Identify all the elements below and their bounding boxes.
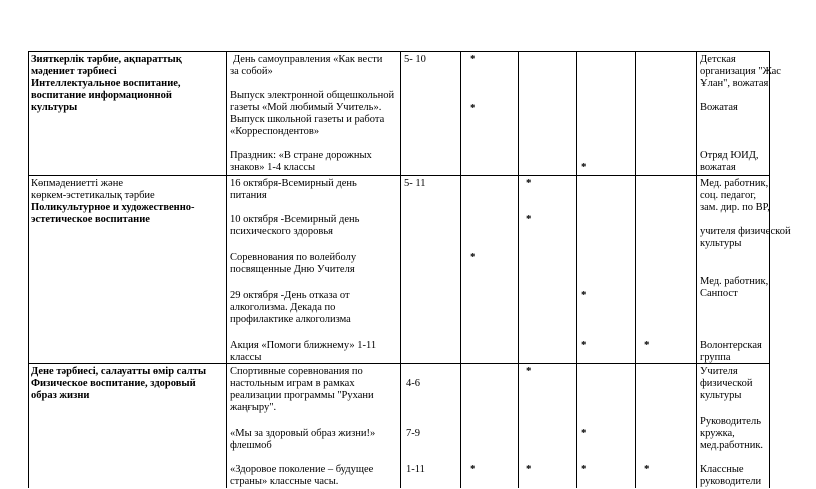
row1-direction-line4: воспитание информационной bbox=[31, 90, 172, 101]
row1-resp2: Вожатая bbox=[700, 102, 738, 113]
row1-event2-line3: Выпуск школьной газеты и работа bbox=[230, 114, 385, 125]
col-border-3 bbox=[460, 51, 461, 488]
row1-resp1-line3: Ұлан", вожатая bbox=[700, 78, 769, 89]
row2-event1-line2: питания bbox=[230, 190, 267, 201]
row3-direction-line1: Дене тәрбиесі, салауатты өмір салты bbox=[31, 366, 207, 377]
row2-mark-b: * bbox=[526, 213, 532, 225]
row3-mark-d: * bbox=[526, 463, 532, 475]
row3-direction-line3: образ жизни bbox=[31, 390, 90, 401]
row2-resp1-line1: Мед. работник, bbox=[700, 178, 769, 189]
row1-event3-line2: знаков» 1-4 классы bbox=[230, 162, 316, 173]
row1-event3-line1: Праздник: «В стране дорожных bbox=[230, 150, 372, 161]
row3-resp2-line3: мед.работник. bbox=[700, 440, 764, 451]
row2-event3-line1: Соревнования по волейболу bbox=[230, 252, 357, 263]
row3-event2-line1: «Мы за здоровый образ жизни!» bbox=[230, 428, 376, 439]
row3-event2-line2: флешмоб bbox=[230, 440, 272, 451]
col-border-8 bbox=[769, 51, 770, 488]
row2-mark-f: * bbox=[644, 339, 650, 351]
row2-direction-line1: Көпмәдениетті және bbox=[31, 178, 123, 189]
row2-direction-line3: Поликультурное и художественно- bbox=[31, 202, 195, 213]
row1-direction-line1: Зияткерлік тәрбие, ақпараттық bbox=[31, 54, 182, 65]
col-border-2 bbox=[400, 51, 401, 488]
row3-resp3-line2: руководители bbox=[700, 476, 762, 487]
row2-event5-line2: классы bbox=[230, 352, 262, 363]
row3-event1-line1: Спортивные соревнования по bbox=[230, 366, 363, 377]
col-border-4 bbox=[518, 51, 519, 488]
row3-grade-3: 1-11 bbox=[406, 464, 425, 475]
row2-resp2-line1: учителя физической bbox=[700, 226, 791, 237]
row3-mark-e: * bbox=[581, 463, 587, 475]
row2-event3-line2: посвященные Дню Учителя bbox=[230, 264, 355, 275]
row2-direction-line2: көркем-эстетикалық тәрбие bbox=[31, 190, 155, 201]
row1-event2-line1: Выпуск электронной общешкольной bbox=[230, 90, 395, 101]
row1-direction-line3: Интеллектуальное воспитание, bbox=[31, 78, 181, 89]
col-border-5 bbox=[576, 51, 577, 488]
row1-mark-b: * bbox=[470, 102, 476, 114]
col-border-1 bbox=[226, 51, 227, 488]
row1-direction-line2: мәдениет тәрбиесі bbox=[31, 66, 117, 77]
row2-mark-e: * bbox=[581, 339, 587, 351]
row2-event1-line1: 16 октября-Всемирный день bbox=[230, 178, 357, 189]
row-divider-2 bbox=[28, 363, 769, 364]
row1-mark-a: * bbox=[470, 53, 476, 65]
row2-resp1-line3: зам. дир. по ВР, bbox=[700, 202, 770, 213]
col-border-6 bbox=[635, 51, 636, 488]
row1-event2-line4: «Корреспондентов» bbox=[230, 126, 320, 137]
row3-event3-line1: «Здоровое поколение – будущее bbox=[230, 464, 374, 475]
row2-event2-line2: психического здоровья bbox=[230, 226, 333, 237]
row3-direction-line2: Физическое воспитание, здоровый bbox=[31, 378, 196, 389]
row2-resp2-line2: культуры bbox=[700, 238, 742, 249]
row1-event1-line2: за собой» bbox=[230, 66, 273, 77]
row2-mark-c: * bbox=[470, 251, 476, 263]
row1-grade: 5- 10 bbox=[404, 54, 426, 65]
row2-resp3-line2: Санпост bbox=[700, 288, 738, 299]
row3-event1-line3: реализации программы "Рухани bbox=[230, 390, 374, 401]
row2-resp4-line2: группа bbox=[700, 352, 731, 363]
row2-direction-line4: эстетическое воспитание bbox=[31, 214, 150, 225]
row3-mark-c: * bbox=[470, 463, 476, 475]
row2-event4-line2: алкоголизма. Декада по bbox=[230, 302, 336, 313]
row1-event2-line2: газеты «Мой любимый Учитель». bbox=[230, 102, 382, 113]
row1-resp1-line1: Детская bbox=[700, 54, 736, 65]
row2-event4-line1: 29 октября -День отказа от bbox=[230, 290, 350, 301]
row1-event1-line1: День самоуправления «Как вести bbox=[233, 54, 383, 65]
row3-resp3-line1: Классные bbox=[700, 464, 744, 475]
row3-event3-line2: страны» классные часы. bbox=[230, 476, 339, 487]
row3-resp1-line2: физической bbox=[700, 378, 753, 389]
row2-mark-a: * bbox=[526, 177, 532, 189]
row3-resp1-line1: Учителя bbox=[700, 366, 738, 377]
row2-resp3-line1: Мед. работник, bbox=[700, 276, 769, 287]
row3-grade-2: 7-9 bbox=[406, 428, 420, 439]
col-border-0 bbox=[28, 51, 29, 488]
row3-resp2-line1: Руководитель bbox=[700, 416, 761, 427]
row3-event1-line2: настольным играм в рамках bbox=[230, 378, 355, 389]
row3-resp1-line3: культуры bbox=[700, 390, 742, 401]
col-border-7 bbox=[696, 51, 697, 488]
row2-mark-d: * bbox=[581, 289, 587, 301]
row2-resp1-line2: соц. педагог, bbox=[700, 190, 756, 201]
row2-grade: 5- 11 bbox=[404, 178, 426, 189]
row3-mark-a: * bbox=[526, 365, 532, 377]
row2-event5-line1: Акция «Помоги ближнему» 1-11 bbox=[230, 340, 377, 351]
row1-mark-c: * bbox=[581, 161, 587, 173]
table-top-border bbox=[28, 51, 769, 52]
row2-event4-line3: профилактике алкоголизма bbox=[230, 314, 351, 325]
row-divider-1 bbox=[28, 175, 769, 176]
row2-event2-line1: 10 октября -Всемирный день bbox=[230, 214, 360, 225]
row3-mark-f: * bbox=[644, 463, 650, 475]
row3-event1-line4: жаңғыру". bbox=[230, 402, 277, 413]
row3-resp2-line2: кружка, bbox=[700, 428, 735, 439]
row3-mark-b: * bbox=[581, 427, 587, 439]
row1-resp3-line1: Отряд ЮИД, bbox=[700, 150, 759, 161]
row1-resp3-line2: вожатая bbox=[700, 162, 736, 173]
row3-grade-1: 4-6 bbox=[406, 378, 420, 389]
row1-direction-line5: культуры bbox=[31, 102, 78, 113]
row2-resp4-line1: Волонтерская bbox=[700, 340, 762, 351]
row1-resp1-line2: организация "Жас bbox=[700, 66, 781, 77]
